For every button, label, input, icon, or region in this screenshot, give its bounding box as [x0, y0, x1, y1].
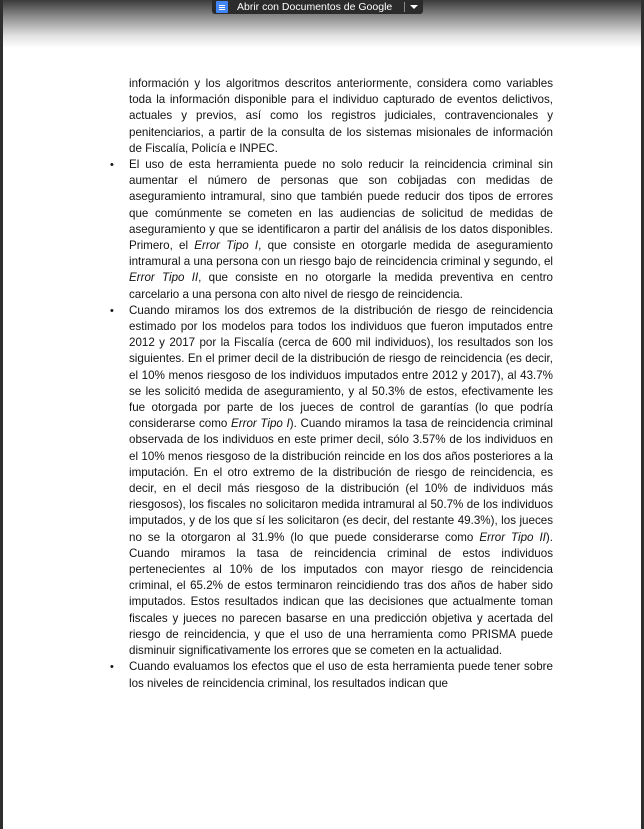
- error-term: Error Tipo I: [194, 239, 259, 253]
- paragraph-text: ). Cuando miramos la tasa de reincidencia criminal observada de los individuos en este primer decil, sólo 3.57% de los individuos en el 10% menos riesgoso de la distribución reincide en los dos años posteriores a la imputación. En el otro extremo de la distribución de riesgo de reincidencia, es decir, en el decil más riesgoso de la distribución (el 10% de individuos más riesgosos), los fiscales no solicitaron medida intramural al 50.7% de los individuos imputados, y de los que sí les solicitaron (es decir, del restante 49.3%), los jueces no se la otorgaron al 31.9% (lo que puede considerarse como: [129, 417, 553, 544]
- list-item: [0, 157, 553, 303]
- list-item: [0, 303, 553, 659]
- bullet-icon: •: [110, 304, 114, 317]
- viewer-frame-left: [0, 0, 3, 829]
- error-term: Error Tipo II: [129, 271, 199, 285]
- open-with-dropdown-button[interactable]: [405, 0, 423, 14]
- paragraph-text: ). Cuando miramos la tasa de reincidencia criminal de estos individuos pertenecientes al 10% de los imputados con mayor riesgo de reincidencia criminal, el 65.2% de estos terminaron reincidiendo tras dos años de haber sido imputados. Estos resultados indican que las decisiones que actualmente toman fiscales y jueces no parecen basarse en una predicción objetiva y acertada del riesgo de reincidencia, y que el uso de una herramienta como PRISMA puede disminuir significativamente los errores que se cometen en la actualidad.: [129, 530, 553, 658]
- open-with-toolbar: [212, 0, 423, 14]
- paragraph-text: , que consiste en otorgarle medida de aseguramiento intramural a una persona con un riesgo bajo de reincidencia criminal y segundo, el: [129, 239, 553, 269]
- bullet-icon: •: [110, 661, 114, 674]
- intro-paragraph: información y los algoritmos descritos anteriormente, considera como variables toda la información disponible para el individuo capturado de eventos delictivos, actuales y previos, así como los registros judiciales, contravencionales y penitenciarios, a partir de la consulta de los sistemas misionales de información de Fiscalía, Policía e INPEC.: [129, 77, 553, 155]
- findings-list: [0, 157, 644, 692]
- paragraph-text: Cuando miramos los dos extremos de la distribución de riesgo de reincidencia estimado por los modelos para todos los individuos que fueron imputados entre 2012 y 2017 por la Fiscalía (cerca de 600 mil individuos), los resultados son los siguientes. En el primer decil de la distribución de riesgo de reincidencia (es decir, el 10% menos riesgoso de los individuos imputados entre 2012 y 2017), al 43.7% se les solicitó medida de aseguramiento, y al 50.3% de estos, efectivamente les fue otorgada por parte de los jueces de control de garantías (lo que podría considerarse como: [129, 303, 553, 431]
- error-term: Error Tipo I: [231, 417, 290, 431]
- google-docs-icon: [216, 1, 228, 13]
- chevron-down-icon: [410, 5, 418, 9]
- open-with-docs-button[interactable]: [212, 0, 404, 14]
- list-item: [0, 659, 553, 691]
- paragraph-text: Cuando evaluamos los efectos que el uso de esta herramienta puede tener sobre los niveles de reincidencia criminal, los resultados indican que: [129, 660, 553, 690]
- bullet-icon: •: [110, 159, 114, 171]
- paragraph-text: , que consiste en no otorgarle la medida preventiva en centro carcelario a una persona con alto nivel de riesgo de reincidencia.: [129, 271, 553, 301]
- open-with-label: Abrir con Documentos de Google: [237, 1, 393, 13]
- paragraph-text: El uso de esta herramienta puede no solo reducir la reincidencia criminal sin aumentar el número de personas que son cobijadas con medidas de aseguramiento intramural, sino que también puede reducir dos tipos de errores que comúnmente se cometen en las audiencias de solicitud de medidas de aseguramiento y que se identificaron a partir del análisis de los datos disponibles. Primero, el: [129, 158, 553, 253]
- error-term: Error Tipo II: [479, 530, 546, 544]
